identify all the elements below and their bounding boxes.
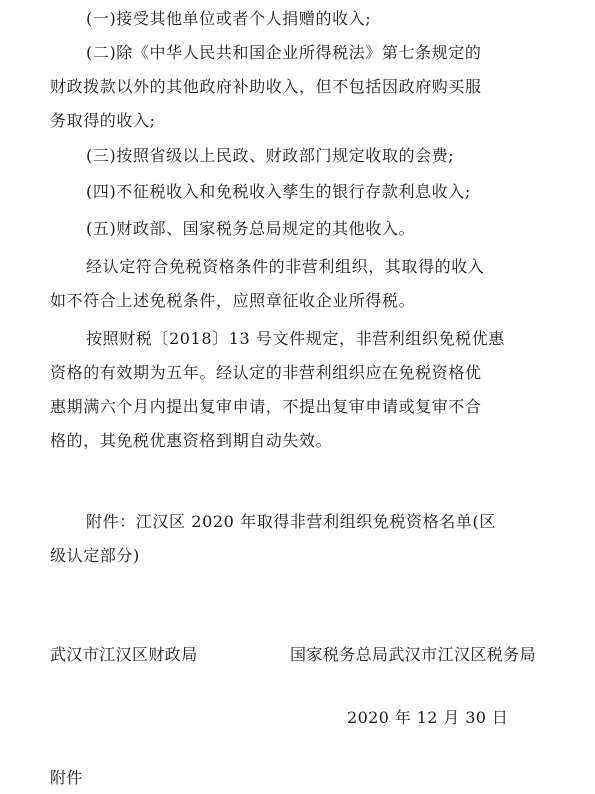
paragraph-2-line-1: 按照财税〔2018〕13 号文件规定，非营利组织免税优惠 [86,329,505,348]
paragraph-2 [50,322,555,458]
signature-right: 国家税务总局武汉市江汉区税务局 [290,645,537,664]
attachment-note-line-1: 附件：江汉区 2020 年取得非营利组织免税资格名单(区 [86,512,496,531]
list-item-1 [50,2,555,36]
list-item-4-line-1: (四)不征税收入和免税收入孳生的银行存款利息收入; [86,182,471,201]
list-item-1-line-1: (一)接受其他单位或者个人捐赠的收入; [86,9,372,28]
paragraph-2-line-4: 格的，其免税优惠资格到期自动失效。 [50,431,333,450]
paragraph-2-line-3: 惠期满六个月内提出复审申请，不提出复审申请或复审不合 [50,397,482,416]
paragraph-1-line-1: 经认定符合免税资格条件的非营利组织，其取得的收入 [86,257,485,276]
attachment-note-line-2: 级认定部分) [50,546,140,565]
list-item-2-line-3: 务取得的收入; [50,111,156,130]
list-item-2-line-2: 财政拨款以外的其他政府补助收入，但不包括因政府购买服 [50,77,482,96]
signature-left: 武汉市江汉区财政局 [50,645,198,664]
attachment-heading: 附件 [50,768,83,787]
paragraph-2-line-2: 资格的有效期为五年。经认定的非营利组织应在免税资格优 [50,363,482,382]
list-item-5 [50,212,555,246]
list-item-3 [50,139,555,173]
list-item-2 [50,36,555,138]
list-item-4 [50,175,555,209]
paragraph-1 [50,250,555,318]
list-item-3-line-1: (三)按照省级以上民政、财政部门规定收取的会费; [86,146,455,165]
list-item-2-line-1: (二)除《中华人民共和国企业所得税法》第七条规定的 [86,43,482,62]
list-item-5-line-1: (五)财政部、国家税务总局规定的其他收入。 [86,219,416,238]
paragraph-1-line-2: 如不符合上述免税条件，应照章征收企业所得税。 [50,291,416,310]
attachment-note [50,505,555,573]
document-date: 2020 年 12 月 30 日 [347,708,509,727]
